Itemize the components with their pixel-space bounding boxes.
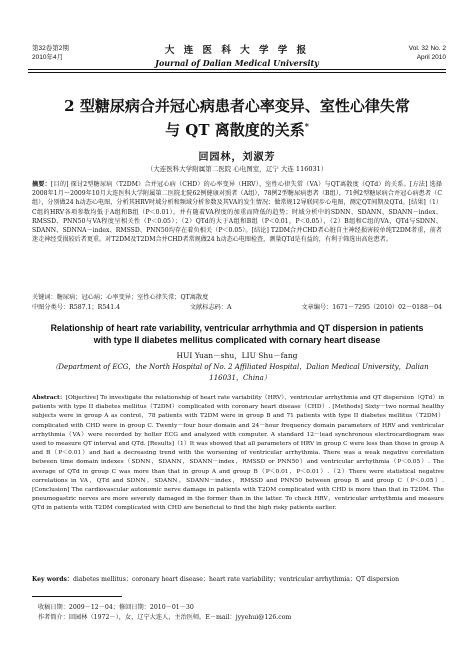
journal-header	[0, 42, 474, 68]
abstract-en	[32, 394, 444, 514]
abstract-en-label: Abstract：	[32, 395, 66, 401]
keywords-cn: 关键词：糖尿病；冠心病；心率变异；室性心律失常；QT离散度	[32, 294, 209, 301]
keywords-en-body: diabetes mellitus；coronary heart disease；heart rate variability；ventricular arrhythmia；QT dispersion	[73, 576, 400, 583]
article-title-en	[0, 322, 474, 346]
journal-title-cn: 大 连 医 科 大 学 学 报	[164, 45, 310, 56]
abstract-cn	[32, 180, 442, 244]
header-rule-thin	[28, 72, 446, 73]
received-date: 收稿日期：2009－12－04；修回日期：2010－01－30	[38, 604, 194, 611]
document-code: 文献标志码：A	[189, 304, 232, 311]
title-en-line2: with type II diabetes mellitus complicated with cornary heart disease	[93, 335, 381, 345]
abstract-en-body: [Objective] To investigate the relationship of heart rate variability（HRV），ventricular arrhythmia and QT dispersion（QTd）in patients with type II diabetes mellitus（T2DM）complicated with coronary heart disease（CHD）. [Methods] Sixty－two normal healthy subjects were in group A as control，78 patients with T2DM were in group B and 71 patients with type II diabetes mellitus（T2DM）complicated with CHD were in group C. Twenty－four hour domain and 24－hour frequency domain parameters of HRV and ventricular arrhythmia（VA）were recorded by holter ECG and analyzed with computer. A standard 12－lead synchronous electrocardiogram was used to measure QT interval and QTd. [Results]（1）It was showed that all parameters of HRV in group C were less than those in group A and B（P＜0.01）and had a decreasing trend with the worsening of ventricular arrhythmia. There was a weak negative correlation between time domain indexes（SDNN，SDANN，SDANN－index，RMSSD or PNN50）and ventricular arrhythmia（P＜0.05）. The average of QTd in group C was more than that in group A and group B（P＜0.01，P＜0.01）.（2）There were statistical negative correlations in VA，QTd and SDNN，SDANN，SDANN－index，RMSSD and PNN50 between group B and group C（P＜0.05）. [Conclusion] The cardiovascular autonomic nerve damage in patients with T2DM complicated with CHD is more than that in T2DM. The pneumogastric nerves are more severely damaged in the former than in the latter. To check HRV，ventricular arrhythmia and measure QTd in patients with T2DM complicated with CHD are beneficial to find the high risky patients earlier.	[32, 395, 445, 512]
volume-en: Vol. 32 No. 2	[408, 45, 446, 52]
keywords-en-label: Key words：	[32, 576, 74, 583]
clc-number: 中图分类号：R587.1；R541.4	[32, 304, 121, 311]
affiliation-cn: （大连医科大学附属第二医院 心电图室，辽宁 大连 116031）	[146, 165, 328, 173]
header-right	[409, 44, 446, 62]
title-cn-line2: 与 QT 离散度的关系	[165, 121, 305, 139]
abstract-cn-body: [目的] 探讨2型糖尿病（T2DM）合并冠心病（CHD）的心率变异（HRV）、室性心律失常（VA）与QT离散度（QTd）的关系。[方法] 选择2008年1月～2009年10月大连医科大学附属第二医院北院62例健康对照者（A组），78例2型糖尿病患者（B组），71例2型糖尿病合并冠心病患者（C组），分别做24 h动态心电图，分析其HRV时域分析和频域分析参数及其VA的发生情况；做常规12导联同步心电图，测定QT间期及QTd。[结果]（1）C组的HRV各项参数均低于A组和B组（P＜0.01），并有随着VA程度的加重而降低的趋势；时域分析中的SDNN、SDANN、SDANN－index、RMSSD、PNN50与VA程度呈相关性（P＜0.05）；（2）QTd的大于A组和B组（P＜0.01，P＜0.05），（2）B组和C组的VA，QTd与SDNN、SDANN、SDNNA－index、RMSSD、PNN50均存在着负相关（P＜0.05）。[结论] T2DM合并CHD者心脏自主神经损害较单纯T2DM者重，前者迷走神经受损较后者更重。对T2DM及T2DM合并CHD者常规做24 h动态心电图检查，测量QTd是有益的，有利于筛选出高危患者。	[32, 181, 442, 244]
article-title-cn	[0, 96, 474, 140]
footnote-rule	[32, 596, 122, 597]
keywords-en	[32, 575, 444, 584]
volume-cn: 第32卷第2期	[32, 45, 69, 52]
date-cn: 2010年4月	[32, 54, 64, 61]
classification-row	[32, 302, 442, 311]
title-en-line1: Relationship of heart rate variability, ventricular arrhythmia and QT dispersion in patients	[50, 323, 424, 333]
footnote	[38, 603, 291, 622]
title-footnote-mark: *	[304, 121, 309, 131]
article-number: 文章编号：1671－7295（2010）02－0188－04	[301, 304, 442, 311]
date-en: April 2010	[416, 54, 446, 61]
authors-en: HUI Yuan－shu，LIU Shu－fang	[176, 351, 298, 360]
abstract-cn-label: 摘要：	[32, 181, 51, 188]
header-rule	[28, 69, 446, 70]
title-cn-line1: 2 型糖尿病合并冠心病患者心率变异、室性心律失常	[64, 97, 410, 115]
author-bio: 作者简介：回园林（1972－），女，辽宁大连人，主治医师。E－mail：jyyehui@126.com	[38, 613, 292, 621]
affiliation-en: （Department of ECG，the North Hospital of No. 2 Affiliated Hospital，Dalian Medical University，Dalian 116031，China）	[51, 363, 429, 382]
journal-title-en: Journal of Dalian Medical University	[155, 58, 319, 68]
authors-cn: 回园林，刘淑芳	[198, 152, 276, 163]
